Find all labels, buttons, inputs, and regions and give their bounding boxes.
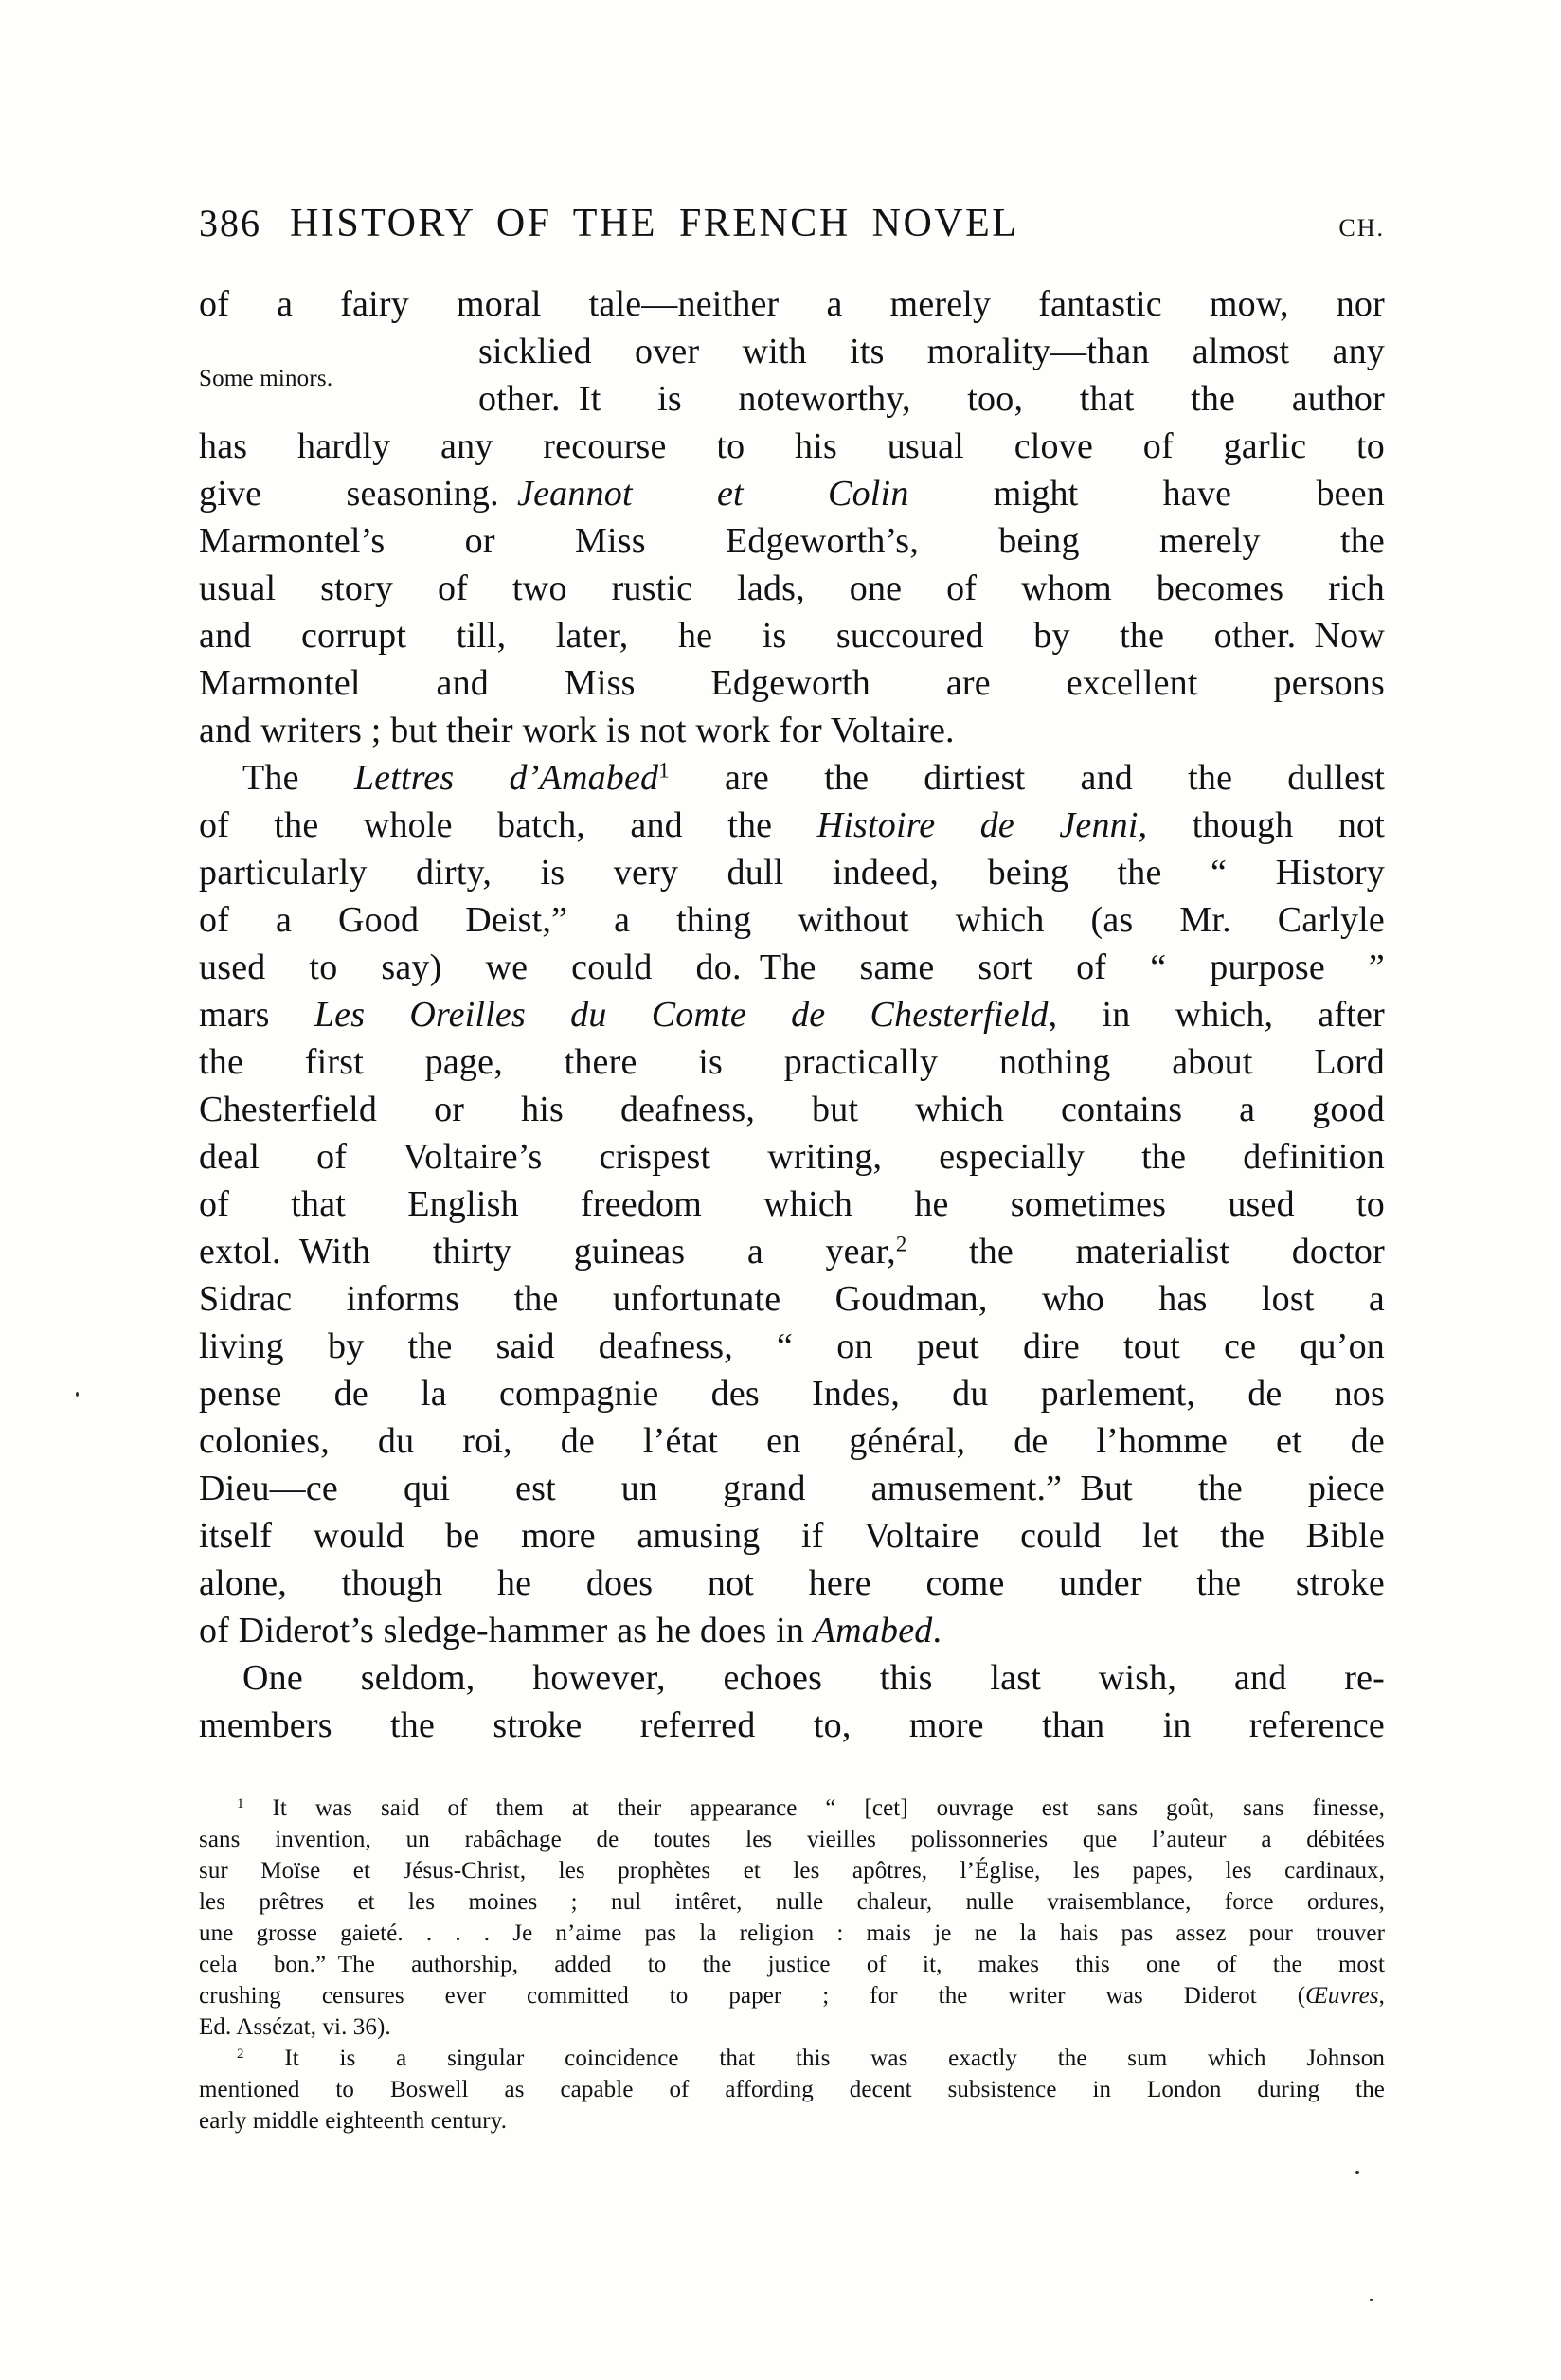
text-line: of Diderot’s sledge-hammer as he does in Amabed. <box>199 1611 942 1650</box>
body-text <box>199 280 1385 1749</box>
text-line: used to say) we could do. The same sort of “ purpose ” <box>199 947 1385 987</box>
sidenote: Some minors. <box>199 366 333 391</box>
text-line: Ed. Assézat, vi. 36). <box>199 2014 391 2040</box>
text-line: of that English freedom which he sometimes used to <box>199 1184 1385 1224</box>
page-number: 386 <box>199 202 261 244</box>
text-line: pense de la compagnie des Indes, du parlement, de nos <box>199 1374 1385 1414</box>
text-line: alone, though he does not here come under the stroke <box>199 1563 1385 1603</box>
text-line: mars Les Oreilles du Comte de Chesterfield, in which, after <box>199 995 1385 1035</box>
scan-speck <box>76 1392 79 1397</box>
text-line: cela bon.” The authorship, added to the justice of it, makes this one of the most <box>199 1952 1385 1977</box>
text-line: Sidrac informs the unfortunate Goudman, who has lost a <box>199 1279 1385 1319</box>
scan-speck <box>1355 2171 1359 2174</box>
text-line: particularly dirty, is very dull indeed, being the “ History <box>199 853 1385 892</box>
text-line: sur Moïse et Jésus-Christ, les prophètes et les apôtres, l’Église, les papes, les cardinaux, <box>199 1858 1385 1884</box>
text-line: sans invention, un rabâchage de toutes les vieilles polissonneries que l’auteur a débitées <box>199 1827 1385 1852</box>
text-line: the first page, there is practically nothing about Lord <box>199 1042 1385 1082</box>
text-line: members the stroke referred to, more than in reference <box>199 1705 1385 1745</box>
text-line: Marmontel and Miss Edgeworth are excellent persons <box>199 663 1385 703</box>
footnotes <box>199 1793 1385 2137</box>
text-line: of a Good Deist,” a thing without which (as Mr. Carlyle <box>199 900 1385 940</box>
text-line: colonies, du roi, de l’état en général, de l’homme et de <box>199 1421 1385 1461</box>
paragraph-1-rest <box>199 423 1385 754</box>
text-line: early middle eighteenth century. <box>199 2108 508 2134</box>
text-line: une grosse gaieté. . . . Je n’aime pas la religion : mais je ne la hais pas assez pour trouver <box>199 1920 1385 1946</box>
text-line: crushing censures ever committed to paper ; for the writer was Diderot (Œuvres, <box>199 1983 1385 2009</box>
text-line: give seasoning. Jeannot et Colin might have been <box>199 474 1385 514</box>
paragraph-2 <box>199 754 1385 1654</box>
text-line: other. It is noteworthy, too, that the author <box>478 379 1385 419</box>
paragraph-1-opening <box>199 280 1385 328</box>
paragraph-3 <box>199 1654 1385 1749</box>
text-line: and corrupt till, later, he is succoured by the other. Now <box>199 616 1385 656</box>
text-line: $^2$ It is a singular coincidence that this was exactly the sum which Johnson <box>237 2046 1385 2071</box>
text-line: mentioned to Boswell as capable of affording decent subsistence in London during the <box>199 2077 1385 2102</box>
chapter-mark: CH. <box>1338 214 1385 242</box>
text-line: Dieu—ce qui est un grand amusement.” But the piece <box>199 1469 1385 1508</box>
text-line: itself would be more amusing if Voltaire could let the Bible <box>199 1516 1385 1556</box>
paragraph-1 <box>199 280 1385 754</box>
text-line: deal of Voltaire’s crispest writing, especially the definition <box>199 1137 1385 1177</box>
running-title: HISTORY OF THE FRENCH NOVEL <box>290 202 1019 245</box>
text-line: of a fairy moral tale—neither a merely fantastic mow, nor <box>199 284 1385 324</box>
text-line: extol. With thirty guineas a year,$^2$ the materialist doctor <box>199 1232 1385 1271</box>
sidenote-inset <box>199 328 1385 423</box>
paragraph-1-inset-lines <box>478 328 1385 423</box>
text-line: Marmontel’s or Miss Edgeworth’s, being merely the <box>199 521 1385 561</box>
text-line: One seldom, however, echoes this last wish, and re- <box>242 1658 1385 1698</box>
text-line: usual story of two rustic lads, one of whom becomes rich <box>199 568 1385 608</box>
text-line: has hardly any recourse to his usual clove of garlic to <box>199 426 1385 466</box>
scan-speck <box>1370 2299 1373 2301</box>
text-line: sicklied over with its morality—than almost any <box>478 332 1385 371</box>
text-line: The Lettres d’Amabed$^1$ are the dirtiest and the dullest <box>242 758 1385 798</box>
text-line: living by the said deafness, “ on peut dire tout ce qu’on <box>199 1326 1385 1366</box>
text-line: les prêtres et les moines ; nul intêret, nulle chaleur, nulle vraisemblance, force ordures, <box>199 1889 1385 1915</box>
page-header <box>199 201 1385 246</box>
text-line: $^1$ It was said of them at their appearance “ [cet] ouvrage est sans goût, sans finesse, <box>237 1795 1385 1821</box>
text-line: and writers ; but their work is not work for Voltaire. <box>199 711 955 750</box>
text-line: of the whole batch, and the Histoire de Jenni, though not <box>199 805 1385 845</box>
text-line: Chesterfield or his deafness, but which contains a good <box>199 1090 1385 1129</box>
